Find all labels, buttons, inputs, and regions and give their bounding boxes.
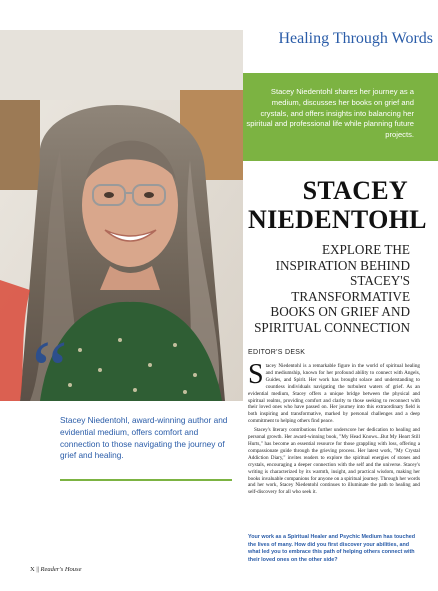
section-kicker: Healing Through Words — [278, 30, 433, 47]
pull-quote: Stacey Niedentohl, award-winning author and evidential medium, offers comfort and connection to those navigating the journey of grief and healing. — [60, 415, 228, 461]
body-paragraph — [248, 359, 420, 425]
body-paragraph: Stacey's literary contributions further underscore her dedication to healing and personal growth. Her award-winning book, "My Head Knows...But My Heart Still Hurts," has become an essential resource for those grappling with loss, offering a compassionate guide through the grieving process. Her latest work, "My Crystal Addiction Diary," invites readers to explore the spiritual energies of stones and crystals, encouraging a deeper connection with the self and the universe. Stacey's writing is characterized by its warmth, insight, and practical wisdom, making her books invaluable companions for anyone on a spiritual journey. Through her words and her work, Stacey Niedentohl continues to illuminate the path to healing and self-discovery for all who seek it. — [248, 427, 420, 496]
section-label: EDITOR'S DESK — [248, 349, 306, 356]
lead-paragraph: Stacey Niedentohl shares her journey as a medium, discusses her books on grief and crystals, and offers insights into balancing her spiritual and professional life while planning future projects. — [246, 87, 414, 140]
publication-name: Reader's House — [40, 566, 82, 573]
pull-quote-rule — [60, 479, 232, 481]
interview-question: Your work as a Spiritual Healer and Psychic Medium has touched the lives of many. How did you first discover your abilities, and what led you to embrace this path of helping others connect with their loved ones on the other side? — [248, 534, 416, 564]
article-body — [248, 359, 420, 498]
quote-mark: “ — [32, 326, 68, 414]
title-line-1: STACEY — [302, 176, 408, 205]
article-subheading: EXPLORE THE INSPIRATION BEHIND STACEY'S TRANSFORMATIVE BOOKS ON GRIEF AND SPIRITUAL CONNECTION — [254, 242, 410, 335]
title-line-2: NIEDENTOHL — [248, 205, 427, 235]
article-title — [248, 176, 427, 235]
paragraph-text: tacey Niedentohl is a remarkable figure in the world of spiritual healing and mediumship, known for her profound ability to connect with Angels, Guides, and Spirit. Her work has brought solace and understanding to countless individuals navigating the turbulent waters of grief. As an evidential medium, Stacey offers a unique bridge between the physical and spiritual realms, providing comfort and clarity to those seeking to reconnect with their loved ones who have passed on. Her journey into this extraordinary field is both inspiring and transformative, marked by personal challenges and a deep commitment to helping others find peace. — [248, 363, 420, 425]
page-number: X || — [30, 566, 39, 573]
drop-cap: S — [248, 359, 264, 390]
page-folio — [30, 566, 81, 573]
